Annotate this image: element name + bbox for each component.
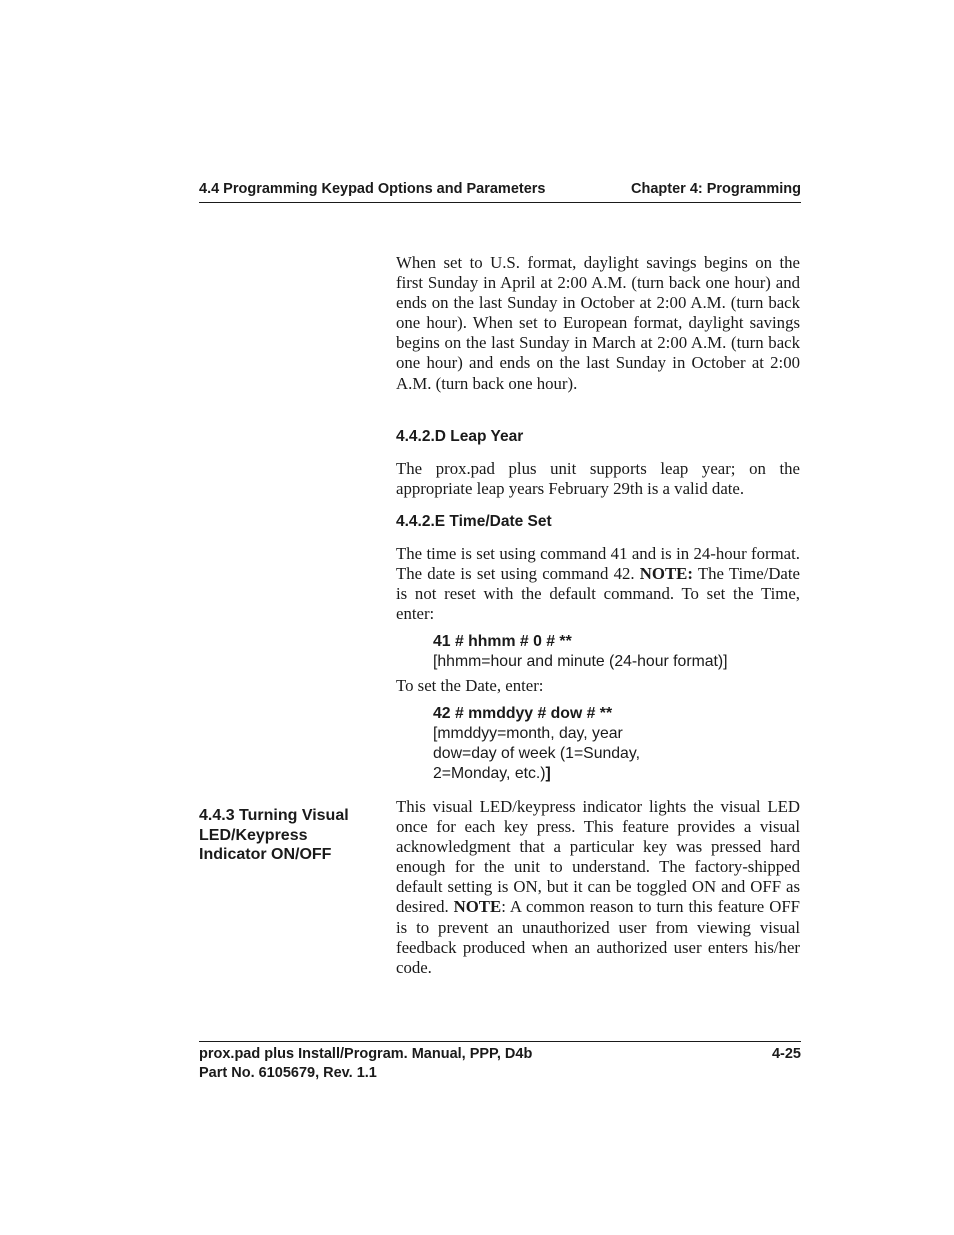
note-label: NOTE:: [639, 564, 693, 584]
date-command: 42 # mmddyy # dow # **: [433, 705, 613, 722]
led-heading-line-2: LED/Keypress: [199, 826, 308, 844]
running-header: [199, 180, 801, 203]
led-paragraph: [396, 797, 800, 978]
led-side-heading: [199, 806, 379, 865]
led-text-a: This visual LED/keypress indicator lights the visual LED once for each key press. This feature provides a visual acknowledgment that a particular key was pressed hard enough for the unit to understand. The factory-shipped default setting is ON, but it can be toggled ON and OFF as desired.: [396, 797, 800, 917]
date-command-block: [433, 704, 640, 784]
time-command: 41 # hhmm # 0 # **: [433, 633, 572, 650]
time-date-heading: 4.4.2.E Time/Date Set: [396, 513, 552, 530]
dst-paragraph: When set to U.S. format, daylight savings begins on the first Sunday in April at 2:00 A.M. (turn back one hour) and ends on the last Sunday in October at 2:00 A.M. (turn back one hour). When set to European format, daylight savings begins on the last Sunday in March at 2:00 A.M. (turn back one hour) and ends on the last Sunday in October at 2:00 A.M. (turn back one hour).: [396, 253, 800, 393]
time-date-text-a: The time is set using command 41 and is in 24-hour format. The date is set using command 42.: [396, 544, 800, 584]
leap-year-paragraph: The prox.pad plus unit supports leap year; on the appropriate leap years February 29th is a valid date.: [396, 459, 800, 499]
date-desc-line-1: [mmddyy=month, day, year: [433, 725, 623, 742]
time-command-description: [hhmm=hour and minute (24-hour format)]: [433, 653, 728, 670]
time-command-block: [433, 632, 728, 672]
footer-part-number: Part No. 6105679, Rev. 1.1: [199, 1065, 377, 1081]
leap-year-heading: 4.4.2.D Leap Year: [396, 428, 524, 445]
time-date-text-b: The Time/Date is not reset with the default command. To set the Time, enter:: [396, 564, 800, 624]
header-section-title: 4.4 Programming Keypad Options and Parameters: [199, 181, 546, 197]
date-desc-line-3: 2=Monday, etc.): [433, 765, 546, 782]
footer-page-number: 4-25: [771, 1046, 801, 1062]
date-desc-line-2: dow=day of week (1=Sunday,: [433, 745, 640, 762]
header-chapter-title: Chapter 4: Programming: [631, 181, 801, 197]
time-date-paragraph: [396, 544, 800, 624]
date-intro: To set the Date, enter:: [396, 676, 544, 695]
led-heading-line-3: Indicator ON/OFF: [199, 846, 332, 864]
led-text-b: : A common reason to turn this feature OFF is to prevent an unauthorized user from viewing visual feedback produced when an authorized user enters his/her code.: [396, 897, 800, 977]
led-heading-line-1: 4.4.3 Turning Visual: [199, 807, 349, 824]
running-footer: [199, 1041, 801, 1081]
date-desc-close-bracket: ]: [545, 765, 551, 782]
led-note-label: NOTE: [453, 897, 502, 917]
footer-manual-title: prox.pad plus Install/Program. Manual, PPP, D4b: [199, 1046, 533, 1062]
